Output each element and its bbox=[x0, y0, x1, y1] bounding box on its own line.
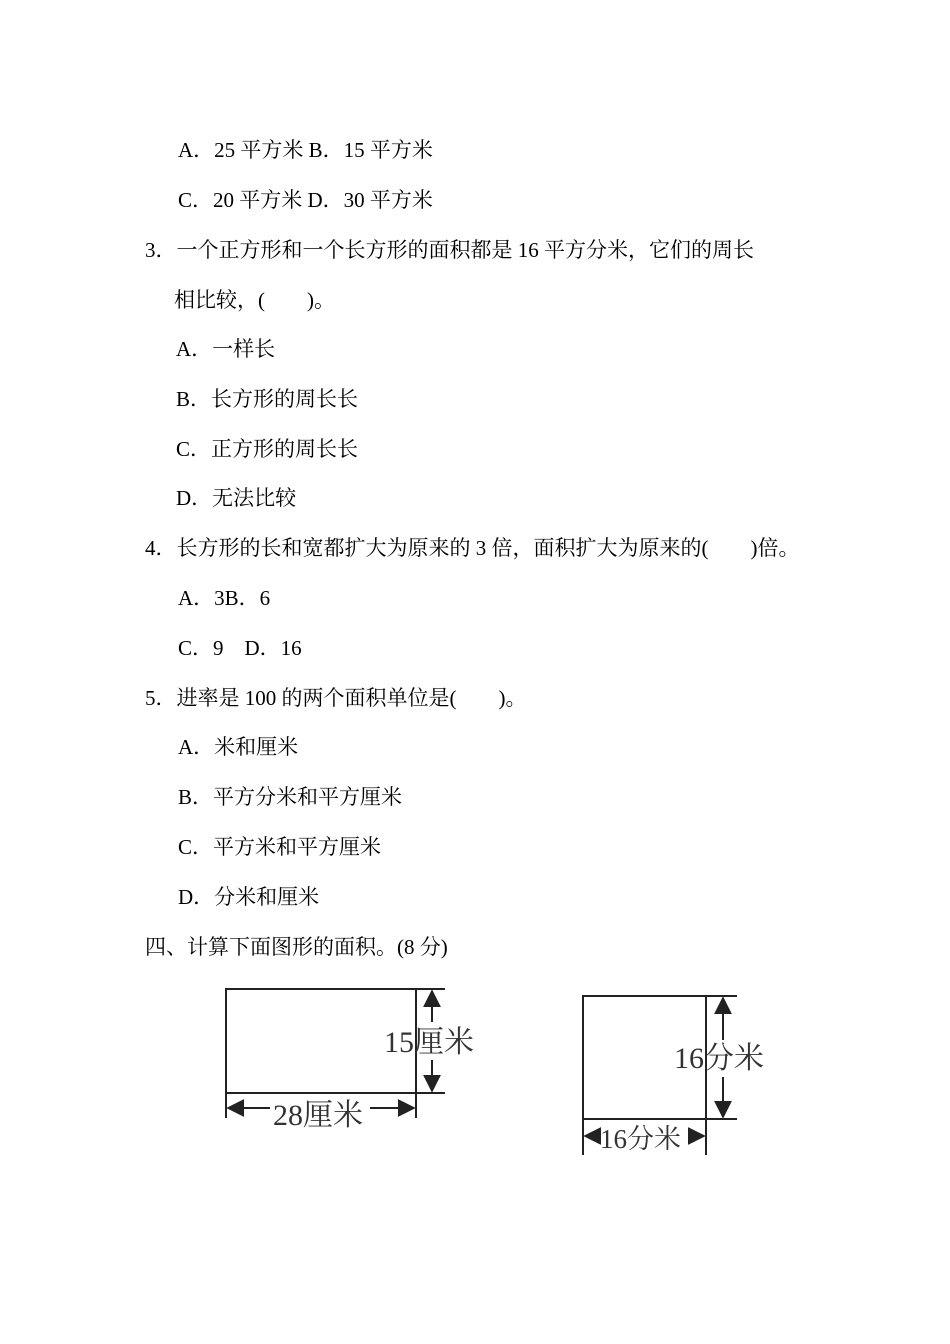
section4-heading: 四、计算下面图形的面积。(8 分) bbox=[145, 935, 448, 959]
q3-option-d: D．无法比较 bbox=[176, 486, 297, 510]
q3-stem-line2: 相比较，( )。 bbox=[174, 288, 335, 312]
q5-stem: 5．进率是 100 的两个面积单位是( )。 bbox=[145, 686, 527, 710]
rectangle-1 bbox=[226, 989, 474, 1132]
q5-option-b: B．平方分米和平方厘米 bbox=[178, 785, 403, 809]
q4-options-cd: C．9 D．16 bbox=[178, 636, 302, 660]
q2-options-cd: C．20 平方米 D．30 平方米 bbox=[178, 188, 433, 212]
q3-option-c: C．正方形的周长长 bbox=[176, 437, 359, 461]
q5-option-d: D．分米和厘米 bbox=[178, 885, 320, 909]
figure1-height-label: 15厘米 bbox=[384, 1026, 474, 1059]
q4-stem: 4．长方形的长和宽都扩大为原来的 3 倍，面积扩大为原来的( )倍。 bbox=[145, 536, 800, 560]
q4-options-ab: A．3B．6 bbox=[178, 586, 271, 610]
square-2 bbox=[583, 996, 764, 1155]
q3-stem-line1: 3．一个正方形和一个长方形的面积都是 16 平方分米，它们的周长 bbox=[145, 238, 754, 262]
q3-option-b: B．长方形的周长长 bbox=[176, 387, 359, 411]
q5-option-a: A．米和厘米 bbox=[178, 735, 299, 759]
q5-option-c: C．平方米和平方厘米 bbox=[178, 835, 382, 859]
figure2-width-label: 16分米 bbox=[600, 1124, 681, 1154]
q3-option-a: A．一样长 bbox=[176, 337, 276, 361]
q2-options-ab: A．25 平方米 B．15 平方米 bbox=[178, 138, 433, 162]
figure1-width-label: 28厘米 bbox=[273, 1099, 363, 1132]
figure2-height-label: 16分米 bbox=[674, 1042, 764, 1075]
